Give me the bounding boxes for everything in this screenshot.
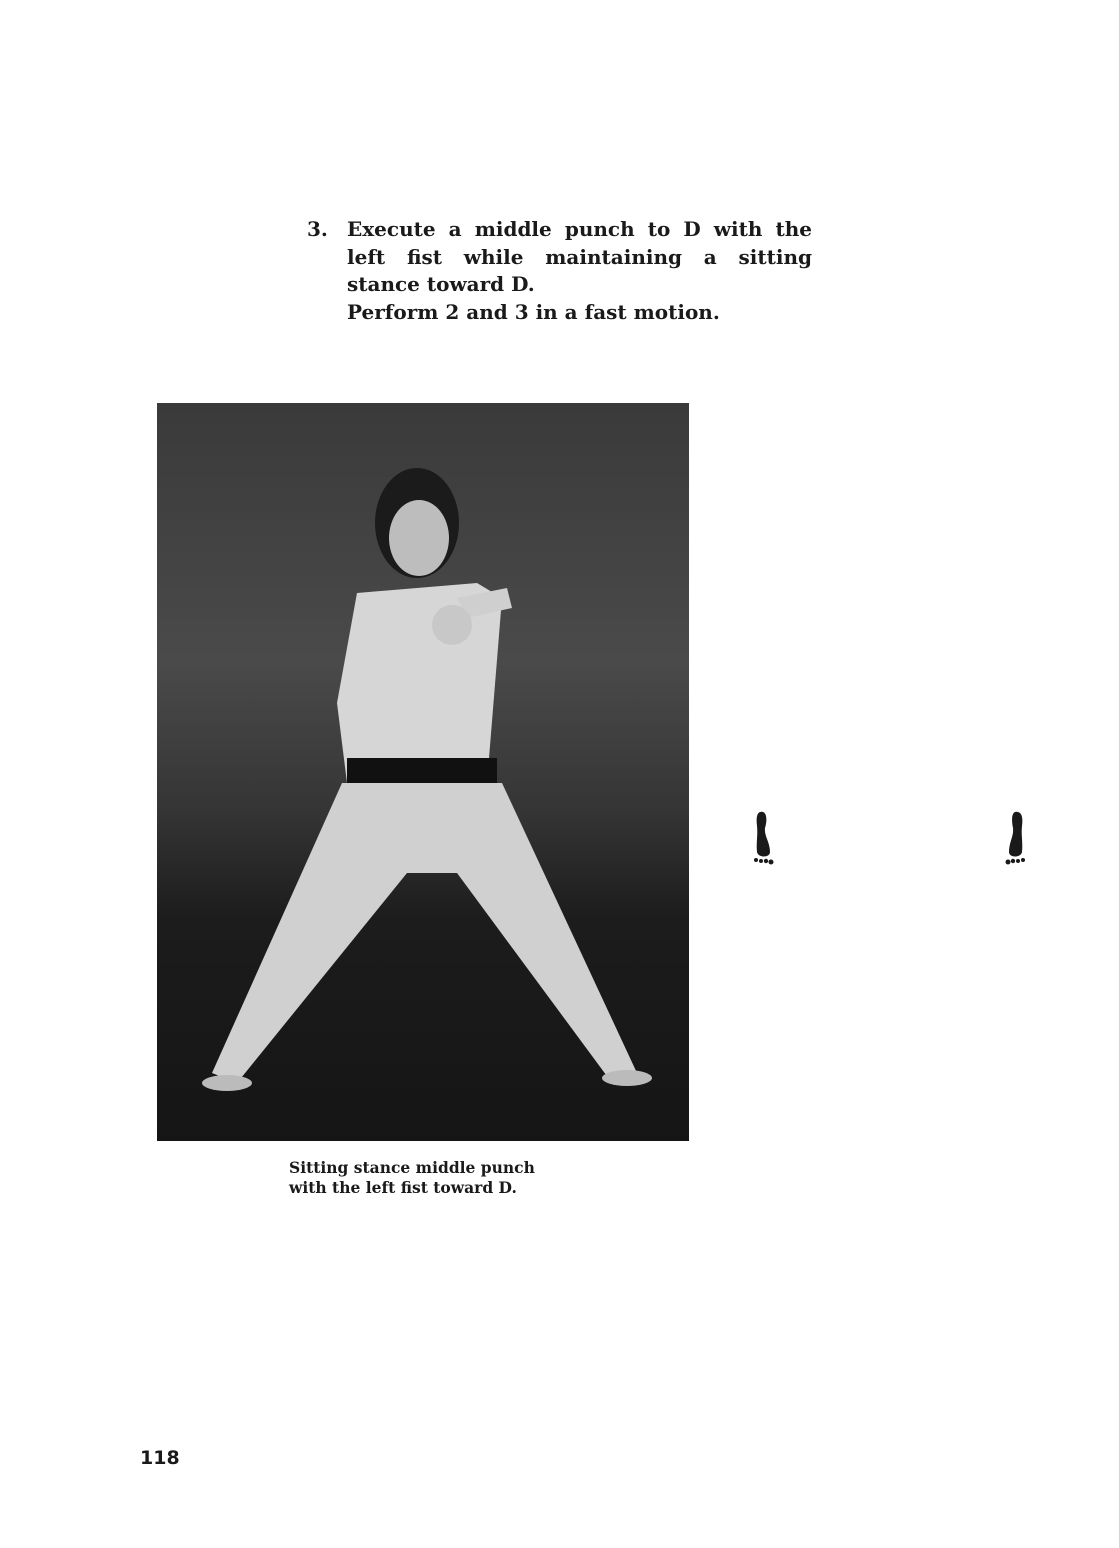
step-note: Perform 2 and 3 in a fast motion.	[347, 299, 720, 324]
step-number: 3.	[307, 217, 328, 241]
right-footprint-icon	[1004, 810, 1028, 868]
instruction-step	[307, 216, 812, 326]
step-text: Execute a middle punch to D with the left fist while maintaining a sitting stance toward D.	[347, 217, 812, 296]
photo-caption	[289, 1158, 535, 1198]
martial-artist-photo	[157, 403, 689, 1141]
left-footprint-icon	[752, 810, 776, 868]
page-number: 118	[140, 1447, 180, 1469]
caption-line-1: Sitting stance middle punch	[289, 1158, 535, 1177]
figure-silhouette-icon	[157, 403, 689, 1141]
caption-line-2: with the left fist toward D.	[289, 1178, 517, 1197]
